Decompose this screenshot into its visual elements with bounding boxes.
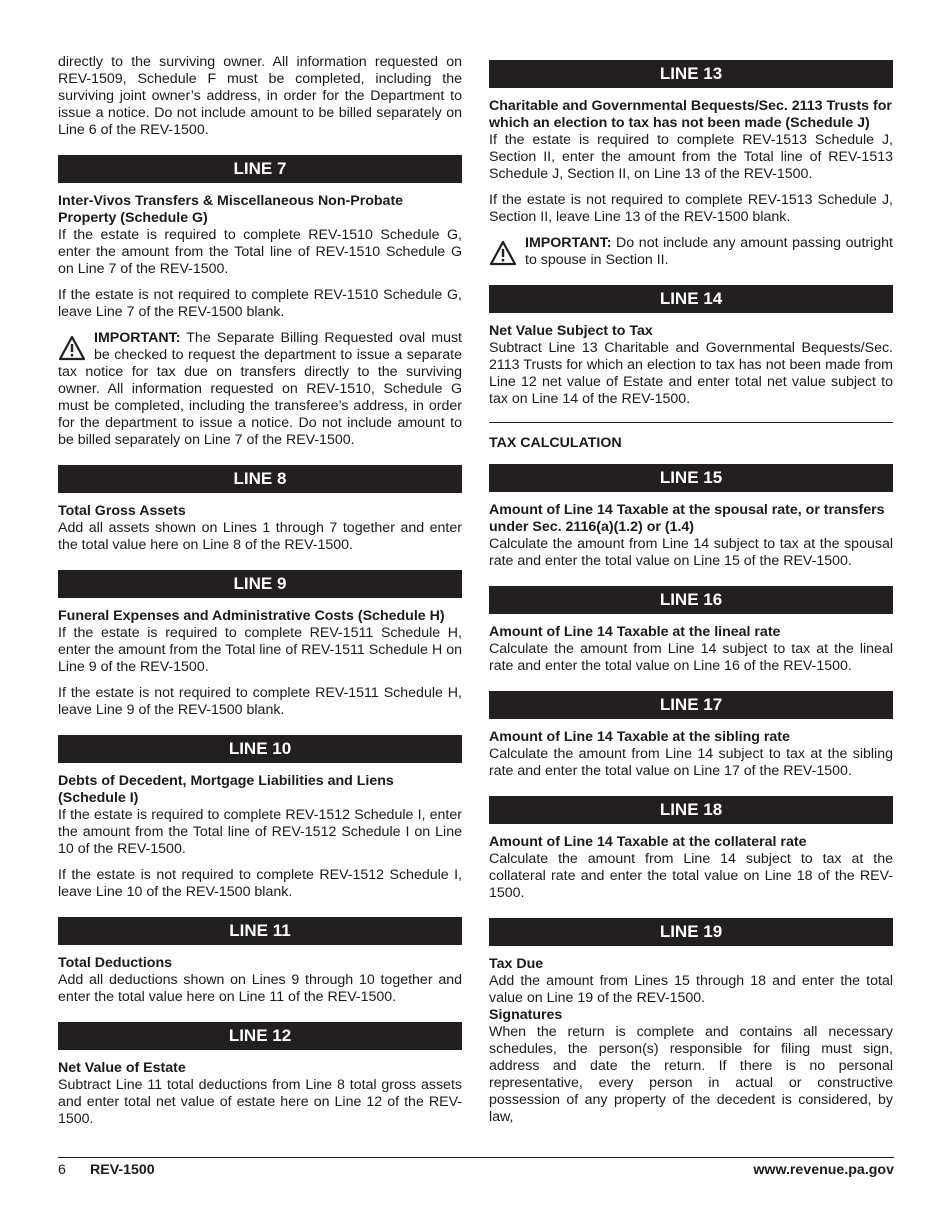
line-9-header: LINE 9	[58, 570, 462, 598]
line-10-subtitle: Debts of Decedent, Mortgage Liabilities and Liens (Schedule I)	[58, 773, 394, 806]
continued-paragraph: directly to the surviving owner. All information requested on REV-1509, Schedule F must be completed, including the surviving joint owner’s address, in order for the Department to issue a notice. Do not include amount to be billed separately on Line 6 of the REV-1500.	[58, 54, 462, 138]
line-19-subtitle: Tax Due	[489, 956, 544, 972]
line-7-header: LINE 7	[58, 155, 462, 183]
signatures-paragraph: When the return is complete and contains all necessary schedules, the person(s) responsible for filing must sign, address and date the return. If there is no personal representative, every person in actual or constructive possession of any property of the decedent is considered, by law,	[489, 1024, 893, 1125]
line-18-header: LINE 18	[489, 796, 893, 824]
line-12-header: LINE 12	[58, 1022, 462, 1050]
line-18-subtitle: Amount of Line 14 Taxable at the collateral rate	[489, 834, 807, 850]
tax-calculation-heading: TAX CALCULATION	[489, 435, 622, 451]
line-13-paragraph-1: If the estate is required to complete REV-1513 Schedule J, Section II, enter the amount from the Total line of REV-1513 Schedule J, Section II, on Line 13 of the REV-1500.	[489, 132, 893, 182]
page-number: 6	[58, 1162, 66, 1178]
line-16-subtitle: Amount of Line 14 Taxable at the lineal rate	[489, 624, 781, 640]
line-12-subtitle: Net Value of Estate	[58, 1060, 186, 1076]
line-16-header: LINE 16	[489, 586, 893, 614]
left-column	[58, 54, 462, 1128]
line-7-paragraph-1: If the estate is required to complete REV-1510 Schedule G, enter the amount from the Total line of REV-1510 Schedule G on Line 7 of the REV-1500.	[58, 227, 462, 277]
line-19-paragraph-1: Add the amount from Lines 15 through 18 and enter the total value on Line 19 of the REV-1500.	[489, 973, 893, 1006]
line-11-subtitle: Total Deductions	[58, 955, 173, 971]
line-15-paragraph-1: Calculate the amount from Line 14 subject to tax at the spousal rate and enter the total value on Line 15 of the REV-1500.	[489, 536, 893, 569]
line-15-header: LINE 15	[489, 464, 893, 492]
warning-triangle-icon	[489, 240, 517, 266]
line-9-paragraph-2: If the estate is not required to complete REV-1511 Schedule H, leave Line 9 of the REV-1500 blank.	[58, 685, 462, 718]
line-14-subtitle: Net Value Subject to Tax	[489, 323, 653, 339]
line-8-paragraph-1: Add all assets shown on Lines 1 through 7 together and enter the total value here on Line 8 of the REV-1500.	[58, 520, 462, 553]
line-9-subtitle: Funeral Expenses and Administrative Costs (Schedule H)	[58, 608, 445, 624]
line-10-paragraph-2: If the estate is not required to complete REV-1512 Schedule I, leave Line 10 of the REV-1500 blank.	[58, 867, 462, 900]
section-divider	[489, 422, 893, 423]
line-14-paragraph-1: Subtract Line 13 Charitable and Governmental Bequests/Sec. 2113 Trusts for which an election to tax has not been made from Line 12 net value of Estate and enter total net value subject to tax on Line 14 of the REV-1500.	[489, 340, 893, 407]
page-footer	[58, 1157, 894, 1178]
line-19-header: LINE 19	[489, 918, 893, 946]
line-10-paragraph-1: If the estate is required to complete REV-1512 Schedule I, enter the amount from the Total line of REV-1512 Schedule I on Line 10 of the REV-1500.	[58, 807, 462, 857]
line-10-header: LINE 10	[58, 735, 462, 763]
line-12-paragraph-1: Subtract Line 11 total deductions from Line 8 total gross assets and enter total net value of estate here on Line 12 of the REV-1500.	[58, 1077, 462, 1127]
line-15-subtitle: Amount of Line 14 Taxable at the spousal rate, or transfers under Sec. 2116(a)(1.2) or (1.4)	[489, 502, 885, 535]
signatures-subtitle: Signatures	[489, 1007, 563, 1023]
line-13-subtitle: Charitable and Governmental Bequests/Sec. 2113 Trusts for which an election to tax has not been made (Schedule J)	[489, 98, 892, 131]
line-17-header: LINE 17	[489, 691, 893, 719]
line-11-header: LINE 11	[58, 917, 462, 945]
form-number: REV-1500	[90, 1162, 155, 1178]
line-17-subtitle: Amount of Line 14 Taxable at the sibling rate	[489, 729, 790, 745]
line-13-header: LINE 13	[489, 60, 893, 88]
line-7-subtitle: Inter-Vivos Transfers & Miscellaneous Non-Probate Property (Schedule G)	[58, 193, 404, 226]
line-13-paragraph-2: If the estate is not required to complete REV-1513 Schedule J, Section II, leave Line 13 of the REV-1500 blank.	[489, 192, 893, 225]
line-7-paragraph-2: If the estate is not required to complete REV-1510 Schedule G, leave Line 7 of the REV-1500 blank.	[58, 287, 462, 320]
line-11-paragraph-1: Add all deductions shown on Lines 9 through 10 together and enter the total value here on Line 11 of the REV-1500.	[58, 972, 462, 1005]
line-17-paragraph-1: Calculate the amount from Line 14 subject to tax at the sibling rate and enter the total value on Line 17 of the REV-1500.	[489, 746, 893, 779]
important-label: IMPORTANT:	[94, 330, 181, 346]
warning-triangle-icon	[58, 335, 86, 361]
line-14-header: LINE 14	[489, 285, 893, 313]
line-8-subtitle: Total Gross Assets	[58, 503, 186, 519]
line-8-header: LINE 8	[58, 465, 462, 493]
right-column	[489, 54, 893, 1126]
line-16-paragraph-1: Calculate the amount from Line 14 subject to tax at the lineal rate and enter the total value on Line 16 of the REV-1500.	[489, 641, 893, 674]
line-13-important-note	[489, 235, 893, 269]
important-text: Do not include any amount passing outright to spouse in Section II.	[525, 235, 893, 268]
important-text: The Separate Billing Requested oval must be checked to request the department to issue a separate tax notice for tax due on transfers directly to the surviving owner. All information requested on REV-1510, Schedule G must be completed, including the transferee’s address, in order for the department to issue a notice. Do not include amount to be billed separately on Line 7 of the REV-1500.	[58, 330, 462, 448]
website-url: www.revenue.pa.gov	[753, 1162, 894, 1178]
important-label: IMPORTANT:	[525, 235, 612, 251]
line-9-paragraph-1: If the estate is required to complete REV-1511 Schedule H, enter the amount from the Total line of REV-1511 Schedule H on Line 9 of the REV-1500.	[58, 625, 462, 675]
line-18-paragraph-1: Calculate the amount from Line 14 subject to tax at the collateral rate and enter the total value on Line 18 of the REV-1500.	[489, 851, 893, 901]
line-7-important-note	[58, 330, 462, 449]
